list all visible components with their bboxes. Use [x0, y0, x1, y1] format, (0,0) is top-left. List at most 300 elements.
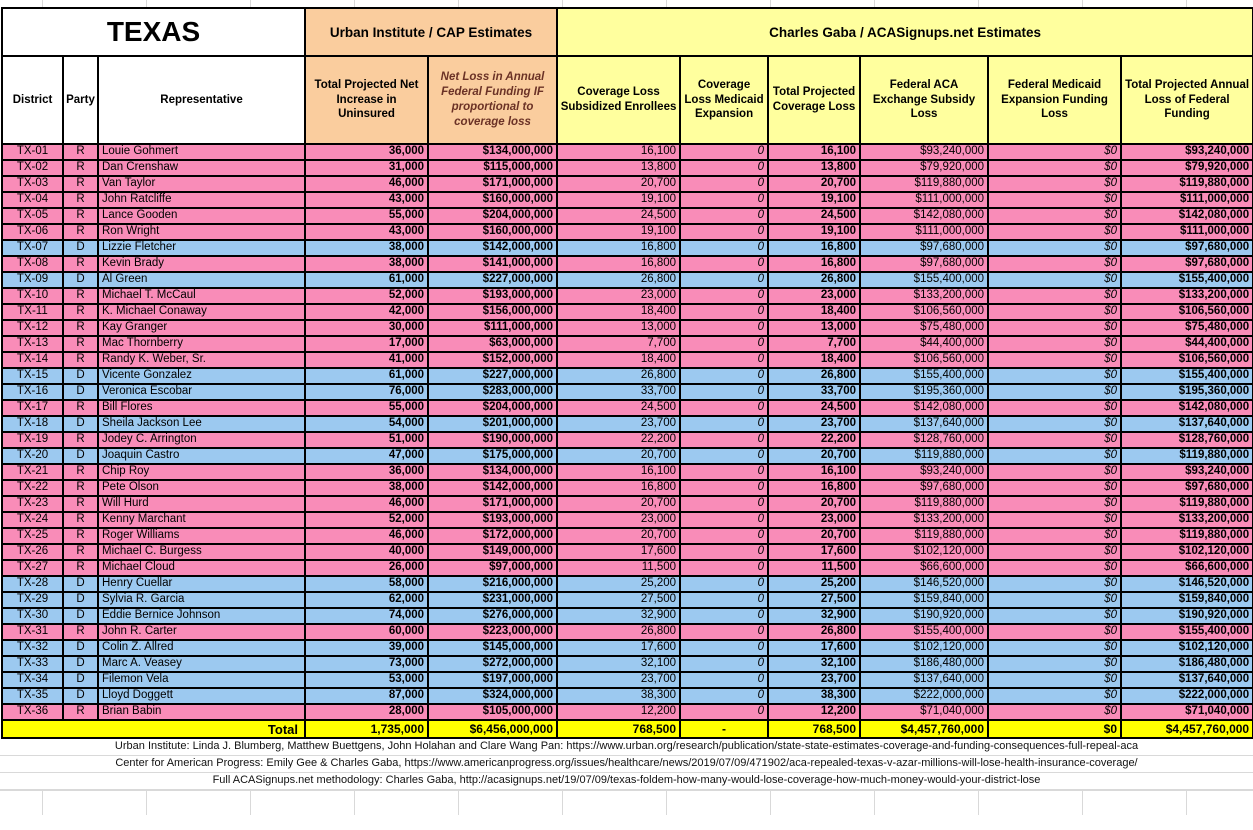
footnote-acasignups: Full ACASignups.net methodology: Charles Gaba, http://acasignups.net/19/07/09/texas-foldem-how-many-would-lose-coverage-how-much-money-would-your-district-lose	[0, 773, 1253, 790]
subsidized-enrollees-cell: 26,800	[557, 368, 680, 384]
uninsured-increase-cell: 40,000	[305, 544, 428, 560]
exchange-subsidy-loss-cell: $142,080,000	[860, 208, 988, 224]
uninsured-increase-cell: 41,000	[305, 352, 428, 368]
total-subsidized: 768,500	[557, 720, 680, 738]
net-funding-loss-cell: $171,000,000	[428, 496, 557, 512]
medicaid-expansion-cell: 0	[680, 480, 768, 496]
district-cell: TX-35	[2, 688, 63, 704]
exchange-subsidy-loss-cell: $155,400,000	[860, 272, 988, 288]
medicaid-funding-loss-cell: $0	[988, 672, 1121, 688]
uninsured-increase-cell: 46,000	[305, 528, 428, 544]
medicaid-funding-loss-cell: $0	[988, 560, 1121, 576]
medicaid-funding-loss-cell: $0	[988, 208, 1121, 224]
representative-cell: Filemon Vela	[98, 672, 305, 688]
total-row	[2, 720, 1253, 738]
net-funding-loss-cell: $97,000,000	[428, 560, 557, 576]
representative-cell: Al Green	[98, 272, 305, 288]
total-annual-loss-cell: $97,680,000	[1121, 240, 1253, 256]
exchange-subsidy-loss-cell: $133,200,000	[860, 512, 988, 528]
district-row-tx-20	[2, 448, 1253, 464]
district-cell: TX-13	[2, 336, 63, 352]
col-header-exchange-subsidy-loss: Federal ACA Exchange Subsidy Loss	[860, 56, 988, 144]
col-header-coverage-loss-subsidized: Coverage Loss Subsidized Enrollees	[557, 56, 680, 144]
subsidized-enrollees-cell: 16,100	[557, 464, 680, 480]
party-cell: R	[63, 464, 98, 480]
section-header-row	[2, 8, 1253, 56]
representative-cell: Colin Z. Allred	[98, 640, 305, 656]
representative-cell: Brian Babin	[98, 704, 305, 720]
uninsured-increase-cell: 61,000	[305, 368, 428, 384]
medicaid-funding-loss-cell: $0	[988, 384, 1121, 400]
net-funding-loss-cell: $115,000,000	[428, 160, 557, 176]
col-header-representative: Representative	[98, 56, 305, 144]
total-annual-loss-cell: $119,880,000	[1121, 496, 1253, 512]
total-annual-loss-cell: $137,640,000	[1121, 416, 1253, 432]
district-row-tx-27	[2, 560, 1253, 576]
district-cell: TX-27	[2, 560, 63, 576]
net-funding-loss-cell: $204,000,000	[428, 208, 557, 224]
exchange-subsidy-loss-cell: $195,360,000	[860, 384, 988, 400]
representative-cell: Michael C. Burgess	[98, 544, 305, 560]
exchange-subsidy-loss-cell: $119,880,000	[860, 496, 988, 512]
medicaid-expansion-cell: 0	[680, 336, 768, 352]
total-medicaid-expansion: -	[680, 720, 768, 738]
representative-cell: Lloyd Doggett	[98, 688, 305, 704]
medicaid-expansion-cell: 0	[680, 448, 768, 464]
urban-institute-section-header: Urban Institute / CAP Estimates	[305, 8, 557, 56]
net-funding-loss-cell: $142,000,000	[428, 480, 557, 496]
district-cell: TX-19	[2, 432, 63, 448]
total-coverage-loss-cell: 25,200	[768, 576, 860, 592]
total-annual-loss-cell: $195,360,000	[1121, 384, 1253, 400]
district-row-tx-05	[2, 208, 1253, 224]
district-row-tx-07	[2, 240, 1253, 256]
uninsured-increase-cell: 52,000	[305, 512, 428, 528]
total-annual-loss-cell: $66,600,000	[1121, 560, 1253, 576]
subsidized-enrollees-cell: 20,700	[557, 448, 680, 464]
subsidized-enrollees-cell: 16,800	[557, 240, 680, 256]
total-annual-loss-cell: $128,760,000	[1121, 432, 1253, 448]
medicaid-expansion-cell: 0	[680, 592, 768, 608]
party-cell: R	[63, 624, 98, 640]
subsidized-enrollees-cell: 16,100	[557, 144, 680, 160]
total-coverage-loss-cell: 20,700	[768, 496, 860, 512]
total-annual-loss-cell: $133,200,000	[1121, 512, 1253, 528]
district-cell: TX-17	[2, 400, 63, 416]
district-row-tx-35	[2, 688, 1253, 704]
district-cell: TX-07	[2, 240, 63, 256]
net-funding-loss-cell: $160,000,000	[428, 224, 557, 240]
total-coverage-loss-cell: 13,800	[768, 160, 860, 176]
col-header-medicaid-funding-loss: Federal Medicaid Expansion Funding Loss	[988, 56, 1121, 144]
exchange-subsidy-loss-cell: $93,240,000	[860, 144, 988, 160]
party-cell: D	[63, 640, 98, 656]
medicaid-funding-loss-cell: $0	[988, 432, 1121, 448]
medicaid-funding-loss-cell: $0	[988, 608, 1121, 624]
party-cell: R	[63, 208, 98, 224]
exchange-subsidy-loss-cell: $159,840,000	[860, 592, 988, 608]
total-annual-loss-cell: $97,680,000	[1121, 256, 1253, 272]
uninsured-increase-cell: 42,000	[305, 304, 428, 320]
total-annual-loss-cell: $97,680,000	[1121, 480, 1253, 496]
medicaid-expansion-cell: 0	[680, 576, 768, 592]
total-medicaid-loss: $0	[988, 720, 1121, 738]
medicaid-expansion-cell: 0	[680, 272, 768, 288]
medicaid-funding-loss-cell: $0	[988, 176, 1121, 192]
total-coverage-loss-cell: 24,500	[768, 208, 860, 224]
exchange-subsidy-loss-cell: $137,640,000	[860, 672, 988, 688]
uninsured-increase-cell: 73,000	[305, 656, 428, 672]
net-funding-loss-cell: $283,000,000	[428, 384, 557, 400]
net-funding-loss-cell: $204,000,000	[428, 400, 557, 416]
total-annual-loss-cell: $111,000,000	[1121, 192, 1253, 208]
district-row-tx-01	[2, 144, 1253, 160]
net-funding-loss-cell: $227,000,000	[428, 368, 557, 384]
uninsured-increase-cell: 38,000	[305, 240, 428, 256]
medicaid-expansion-cell: 0	[680, 256, 768, 272]
representative-cell: Veronica Escobar	[98, 384, 305, 400]
party-cell: R	[63, 256, 98, 272]
uninsured-increase-cell: 55,000	[305, 400, 428, 416]
district-row-tx-08	[2, 256, 1253, 272]
medicaid-expansion-cell: 0	[680, 176, 768, 192]
total-coverage-loss-cell: 7,700	[768, 336, 860, 352]
representative-cell: Van Taylor	[98, 176, 305, 192]
exchange-subsidy-loss-cell: $93,240,000	[860, 464, 988, 480]
representative-cell: Roger Williams	[98, 528, 305, 544]
total-coverage-loss-cell: 16,800	[768, 240, 860, 256]
total-annual-loss-cell: $146,520,000	[1121, 576, 1253, 592]
medicaid-expansion-cell: 0	[680, 304, 768, 320]
medicaid-funding-loss-cell: $0	[988, 400, 1121, 416]
exchange-subsidy-loss-cell: $222,000,000	[860, 688, 988, 704]
district-cell: TX-11	[2, 304, 63, 320]
net-funding-loss-cell: $190,000,000	[428, 432, 557, 448]
district-row-tx-30	[2, 608, 1253, 624]
total-coverage-loss-cell: 26,800	[768, 368, 860, 384]
medicaid-expansion-cell: 0	[680, 416, 768, 432]
district-row-tx-29	[2, 592, 1253, 608]
party-cell: R	[63, 544, 98, 560]
medicaid-funding-loss-cell: $0	[988, 304, 1121, 320]
representative-cell: Henry Cuellar	[98, 576, 305, 592]
district-row-tx-21	[2, 464, 1253, 480]
subsidized-enrollees-cell: 20,700	[557, 528, 680, 544]
exchange-subsidy-loss-cell: $97,680,000	[860, 256, 988, 272]
total-annual-loss-cell: $119,880,000	[1121, 448, 1253, 464]
district-cell: TX-14	[2, 352, 63, 368]
party-cell: R	[63, 432, 98, 448]
district-cell: TX-18	[2, 416, 63, 432]
total-coverage-loss-cell: 24,500	[768, 400, 860, 416]
total-coverage-loss-cell: 22,200	[768, 432, 860, 448]
uninsured-increase-cell: 62,000	[305, 592, 428, 608]
subsidized-enrollees-cell: 18,400	[557, 304, 680, 320]
district-cell: TX-25	[2, 528, 63, 544]
medicaid-funding-loss-cell: $0	[988, 448, 1121, 464]
district-cell: TX-32	[2, 640, 63, 656]
medicaid-funding-loss-cell: $0	[988, 192, 1121, 208]
medicaid-expansion-cell: 0	[680, 496, 768, 512]
district-cell: TX-09	[2, 272, 63, 288]
footnote-urban-institute: Urban Institute: Linda J. Blumberg, Matthew Buettgens, John Holahan and Clare Wang Pan: https://www.urban.org/research/publication/state-state-estimates-coverage-and-funding-consequences-full-repeal-aca	[0, 739, 1253, 756]
net-funding-loss-cell: $197,000,000	[428, 672, 557, 688]
total-coverage-loss-cell: 23,700	[768, 672, 860, 688]
party-cell: R	[63, 704, 98, 720]
medicaid-expansion-cell: 0	[680, 672, 768, 688]
medicaid-expansion-cell: 0	[680, 688, 768, 704]
representative-cell: Michael T. McCaul	[98, 288, 305, 304]
total-coverage-loss-cell: 18,400	[768, 352, 860, 368]
total-annual-loss-cell: $75,480,000	[1121, 320, 1253, 336]
exchange-subsidy-loss-cell: $111,000,000	[860, 192, 988, 208]
district-row-tx-12	[2, 320, 1253, 336]
uninsured-increase-cell: 28,000	[305, 704, 428, 720]
exchange-subsidy-loss-cell: $71,040,000	[860, 704, 988, 720]
representative-cell: Joaquin Castro	[98, 448, 305, 464]
subsidized-enrollees-cell: 23,700	[557, 416, 680, 432]
medicaid-expansion-cell: 0	[680, 288, 768, 304]
medicaid-expansion-cell: 0	[680, 624, 768, 640]
medicaid-funding-loss-cell: $0	[988, 256, 1121, 272]
party-cell: D	[63, 576, 98, 592]
uninsured-increase-cell: 43,000	[305, 224, 428, 240]
exchange-subsidy-loss-cell: $133,200,000	[860, 288, 988, 304]
medicaid-expansion-cell: 0	[680, 192, 768, 208]
uninsured-increase-cell: 47,000	[305, 448, 428, 464]
col-header-net-loss-federal-funding: Net Loss in Annual Federal Funding IF proportional to coverage loss	[428, 56, 557, 144]
exchange-subsidy-loss-cell: $119,880,000	[860, 528, 988, 544]
net-funding-loss-cell: $216,000,000	[428, 576, 557, 592]
total-annual-loss-cell: $155,400,000	[1121, 624, 1253, 640]
district-row-tx-02	[2, 160, 1253, 176]
total-annual-loss-cell: $106,560,000	[1121, 304, 1253, 320]
subsidized-enrollees-cell: 17,600	[557, 544, 680, 560]
exchange-subsidy-loss-cell: $66,600,000	[860, 560, 988, 576]
subsidized-enrollees-cell: 7,700	[557, 336, 680, 352]
district-cell: TX-08	[2, 256, 63, 272]
exchange-subsidy-loss-cell: $128,760,000	[860, 432, 988, 448]
medicaid-expansion-cell: 0	[680, 384, 768, 400]
net-funding-loss-cell: $145,000,000	[428, 640, 557, 656]
net-funding-loss-cell: $175,000,000	[428, 448, 557, 464]
district-row-tx-15	[2, 368, 1253, 384]
total-coverage-loss-cell: 23,000	[768, 288, 860, 304]
district-row-tx-19	[2, 432, 1253, 448]
total-coverage-loss-cell: 19,100	[768, 224, 860, 240]
district-cell: TX-15	[2, 368, 63, 384]
medicaid-funding-loss-cell: $0	[988, 576, 1121, 592]
representative-cell: K. Michael Conaway	[98, 304, 305, 320]
medicaid-funding-loss-cell: $0	[988, 240, 1121, 256]
representative-cell: Kenny Marchant	[98, 512, 305, 528]
exchange-subsidy-loss-cell: $75,480,000	[860, 320, 988, 336]
district-cell: TX-34	[2, 672, 63, 688]
district-row-tx-18	[2, 416, 1253, 432]
medicaid-expansion-cell: 0	[680, 544, 768, 560]
net-funding-loss-cell: $160,000,000	[428, 192, 557, 208]
medicaid-expansion-cell: 0	[680, 400, 768, 416]
total-coverage-loss-cell: 16,100	[768, 144, 860, 160]
net-funding-loss-cell: $171,000,000	[428, 176, 557, 192]
exchange-subsidy-loss-cell: $119,880,000	[860, 176, 988, 192]
medicaid-funding-loss-cell: $0	[988, 592, 1121, 608]
medicaid-funding-loss-cell: $0	[988, 464, 1121, 480]
total-coverage-loss-cell: 32,100	[768, 656, 860, 672]
total-coverage-loss-cell: 18,400	[768, 304, 860, 320]
net-funding-loss-cell: $276,000,000	[428, 608, 557, 624]
total-annual-loss-cell: $142,080,000	[1121, 208, 1253, 224]
party-cell: D	[63, 384, 98, 400]
subsidized-enrollees-cell: 20,700	[557, 496, 680, 512]
subsidized-enrollees-cell: 17,600	[557, 640, 680, 656]
net-funding-loss-cell: $272,000,000	[428, 656, 557, 672]
district-cell: TX-24	[2, 512, 63, 528]
col-header-net-increase-uninsured: Total Projected Net Increase in Uninsured	[305, 56, 428, 144]
exchange-subsidy-loss-cell: $186,480,000	[860, 656, 988, 672]
medicaid-expansion-cell: 0	[680, 208, 768, 224]
uninsured-increase-cell: 52,000	[305, 288, 428, 304]
total-coverage-loss-cell: 38,300	[768, 688, 860, 704]
party-cell: R	[63, 288, 98, 304]
total-label: Total	[2, 720, 305, 738]
medicaid-funding-loss-cell: $0	[988, 688, 1121, 704]
representative-cell: Sylvia R. Garcia	[98, 592, 305, 608]
uninsured-increase-cell: 46,000	[305, 176, 428, 192]
district-row-tx-06	[2, 224, 1253, 240]
district-row-tx-22	[2, 480, 1253, 496]
exchange-subsidy-loss-cell: $106,560,000	[860, 304, 988, 320]
subsidized-enrollees-cell: 18,400	[557, 352, 680, 368]
uninsured-increase-cell: 74,000	[305, 608, 428, 624]
state-title: TEXAS	[2, 8, 305, 56]
subsidized-enrollees-cell: 12,200	[557, 704, 680, 720]
medicaid-funding-loss-cell: $0	[988, 160, 1121, 176]
representative-cell: Mac Thornberry	[98, 336, 305, 352]
medicaid-funding-loss-cell: $0	[988, 352, 1121, 368]
uninsured-increase-cell: 58,000	[305, 576, 428, 592]
district-cell: TX-31	[2, 624, 63, 640]
representative-cell: Pete Olson	[98, 480, 305, 496]
uninsured-increase-cell: 46,000	[305, 496, 428, 512]
subsidized-enrollees-cell: 32,100	[557, 656, 680, 672]
total-annual-loss-cell: $106,560,000	[1121, 352, 1253, 368]
medicaid-expansion-cell: 0	[680, 560, 768, 576]
district-row-tx-26	[2, 544, 1253, 560]
subsidized-enrollees-cell: 20,700	[557, 176, 680, 192]
total-coverage-loss-cell: 23,000	[768, 512, 860, 528]
medicaid-expansion-cell: 0	[680, 320, 768, 336]
spreadsheet-gridlines-top	[0, 0, 1253, 7]
total-coverage-loss: 768,500	[768, 720, 860, 738]
district-row-tx-33	[2, 656, 1253, 672]
representative-cell: Jodey C. Arrington	[98, 432, 305, 448]
subsidized-enrollees-cell: 24,500	[557, 400, 680, 416]
uninsured-increase-cell: 36,000	[305, 464, 428, 480]
medicaid-funding-loss-cell: $0	[988, 544, 1121, 560]
total-annual-loss-cell: $79,920,000	[1121, 160, 1253, 176]
footnote-cap: Center for American Progress: Emily Gee & Charles Gaba, https://www.americanprogress.org/issues/healthcare/news/2019/07/09/471902/aca-repealed-texas-v-azar-millions-will-lose-health-insurance-coverage/	[0, 756, 1253, 773]
medicaid-funding-loss-cell: $0	[988, 368, 1121, 384]
total-annual-loss-cell: $137,640,000	[1121, 672, 1253, 688]
representative-cell: Bill Flores	[98, 400, 305, 416]
subsidized-enrollees-cell: 19,100	[557, 224, 680, 240]
medicaid-funding-loss-cell: $0	[988, 144, 1121, 160]
district-cell: TX-21	[2, 464, 63, 480]
party-cell: R	[63, 192, 98, 208]
uninsured-increase-cell: 53,000	[305, 672, 428, 688]
total-net-loss: $6,456,000,000	[428, 720, 557, 738]
medicaid-expansion-cell: 0	[680, 224, 768, 240]
party-cell: R	[63, 160, 98, 176]
party-cell: R	[63, 528, 98, 544]
exchange-subsidy-loss-cell: $44,400,000	[860, 336, 988, 352]
uninsured-increase-cell: 43,000	[305, 192, 428, 208]
district-row-tx-03	[2, 176, 1253, 192]
party-cell: D	[63, 416, 98, 432]
district-estimates-table	[1, 7, 1253, 739]
exchange-subsidy-loss-cell: $106,560,000	[860, 352, 988, 368]
medicaid-funding-loss-cell: $0	[988, 528, 1121, 544]
representative-cell: Kevin Brady	[98, 256, 305, 272]
party-cell: D	[63, 656, 98, 672]
medicaid-funding-loss-cell: $0	[988, 496, 1121, 512]
representative-cell: Vicente Gonzalez	[98, 368, 305, 384]
net-funding-loss-cell: $141,000,000	[428, 256, 557, 272]
medicaid-expansion-cell: 0	[680, 464, 768, 480]
district-cell: TX-36	[2, 704, 63, 720]
district-cell: TX-30	[2, 608, 63, 624]
party-cell: R	[63, 336, 98, 352]
uninsured-increase-cell: 61,000	[305, 272, 428, 288]
exchange-subsidy-loss-cell: $119,880,000	[860, 448, 988, 464]
exchange-subsidy-loss-cell: $111,000,000	[860, 224, 988, 240]
total-annual-loss-cell: $190,920,000	[1121, 608, 1253, 624]
representative-cell: Marc A. Veasey	[98, 656, 305, 672]
total-coverage-loss-cell: 27,500	[768, 592, 860, 608]
representative-cell: Michael Cloud	[98, 560, 305, 576]
party-cell: D	[63, 272, 98, 288]
uninsured-increase-cell: 39,000	[305, 640, 428, 656]
gaba-section-header: Charles Gaba / ACASignups.net Estimates	[557, 8, 1253, 56]
district-row-tx-36	[2, 704, 1253, 720]
medicaid-funding-loss-cell: $0	[988, 624, 1121, 640]
total-coverage-loss-cell: 23,700	[768, 416, 860, 432]
subsidized-enrollees-cell: 16,800	[557, 256, 680, 272]
total-coverage-loss-cell: 16,100	[768, 464, 860, 480]
net-funding-loss-cell: $231,000,000	[428, 592, 557, 608]
uninsured-increase-cell: 76,000	[305, 384, 428, 400]
exchange-subsidy-loss-cell: $97,680,000	[860, 240, 988, 256]
district-row-tx-04	[2, 192, 1253, 208]
subsidized-enrollees-cell: 19,100	[557, 192, 680, 208]
party-cell: R	[63, 400, 98, 416]
medicaid-expansion-cell: 0	[680, 608, 768, 624]
uninsured-increase-cell: 31,000	[305, 160, 428, 176]
district-cell: TX-20	[2, 448, 63, 464]
medicaid-expansion-cell: 0	[680, 528, 768, 544]
total-uninsured: 1,735,000	[305, 720, 428, 738]
exchange-subsidy-loss-cell: $97,680,000	[860, 480, 988, 496]
uninsured-increase-cell: 30,000	[305, 320, 428, 336]
district-cell: TX-01	[2, 144, 63, 160]
representative-cell: Sheila Jackson Lee	[98, 416, 305, 432]
exchange-subsidy-loss-cell: $79,920,000	[860, 160, 988, 176]
exchange-subsidy-loss-cell: $155,400,000	[860, 624, 988, 640]
party-cell: D	[63, 672, 98, 688]
district-cell: TX-03	[2, 176, 63, 192]
medicaid-expansion-cell: 0	[680, 512, 768, 528]
